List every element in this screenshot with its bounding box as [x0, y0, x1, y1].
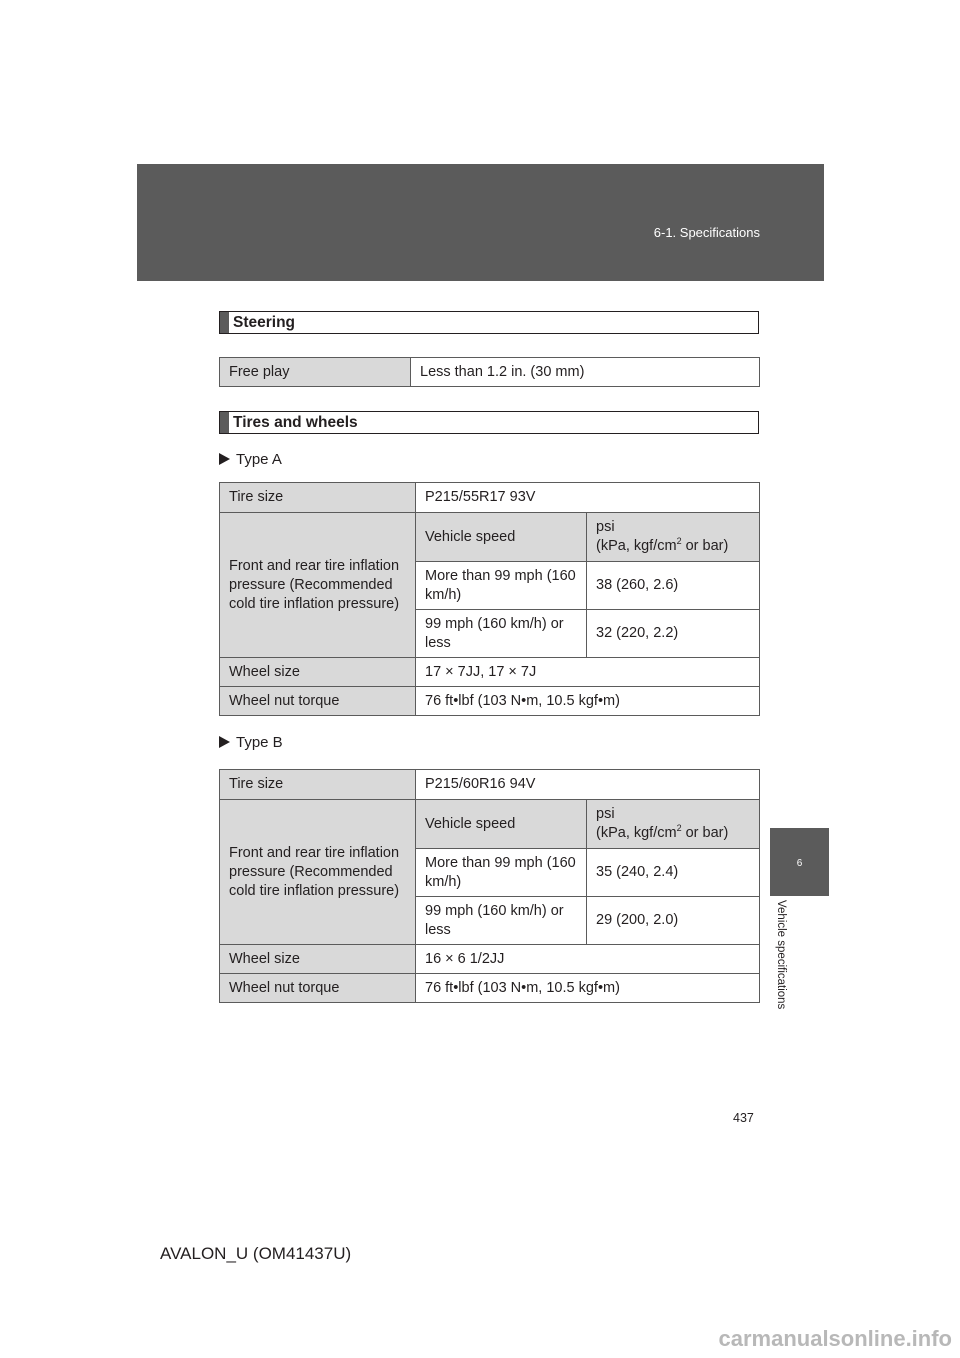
type-a-table [219, 482, 760, 716]
pressure-header-psi: psi [596, 806, 615, 822]
pressure-low: 32 (220, 2.2) [587, 610, 760, 658]
speed-low: 99 mph (160 km/h) or less [416, 897, 587, 945]
table-row [220, 513, 760, 562]
pressure-header-post: or bar) [681, 825, 729, 841]
pressure-header-sup: 2 [676, 823, 682, 834]
pressure-high: 35 (240, 2.4) [587, 849, 760, 897]
type-b-table [219, 769, 760, 1003]
chapter-tab [770, 828, 829, 896]
tire-size-value: P215/60R16 94V [416, 770, 760, 800]
wheel-nut-torque-value: 76 ft•lbf (103 N•m, 10.5 kgf•m) [416, 974, 760, 1003]
table-row [220, 483, 760, 513]
chapter-number: 6 [796, 858, 803, 869]
wheel-size-label: Wheel size [220, 945, 416, 974]
pressure-header-psi: psi [596, 519, 615, 535]
manual-code: AVALON_U (OM41437U) [160, 1244, 352, 1263]
tires-heading [219, 411, 759, 434]
steering-heading [219, 311, 759, 334]
table-row [220, 800, 760, 849]
pressure-header-unit: (kPa, kgf/cm [596, 538, 677, 554]
chapter-side-label-text: Vehicle specifications [775, 900, 787, 1010]
table-row [220, 358, 760, 387]
table-row [220, 770, 760, 800]
tire-size-value: P215/55R17 93V [416, 483, 760, 513]
triangle-arrow-icon [219, 736, 230, 748]
free-play-label: Free play [220, 358, 411, 387]
speed-low: 99 mph (160 km/h) or less [416, 610, 587, 658]
chapter-side-label [770, 900, 792, 1045]
tire-size-label: Tire size [220, 770, 416, 800]
type-a-label [219, 451, 282, 468]
wheel-nut-torque-label: Wheel nut torque [220, 974, 416, 1003]
tires-heading-text: Tires and wheels [233, 414, 358, 431]
steering-table [219, 357, 760, 387]
section-title: 6-1. Specifications [653, 225, 760, 240]
vehicle-speed-header: Vehicle speed [416, 513, 587, 562]
pressure-header [587, 513, 760, 562]
pressure-low: 29 (200, 2.0) [587, 897, 760, 945]
type-b-label [219, 734, 283, 751]
speed-high: More than 99 mph (160 km/h) [416, 849, 587, 897]
pressure-header-post: or bar) [681, 538, 729, 554]
table-row [220, 687, 760, 716]
table-row [220, 974, 760, 1003]
heading-marker [220, 412, 229, 433]
page-number: 437 [733, 1111, 754, 1125]
pressure-high: 38 (260, 2.6) [587, 562, 760, 610]
pressure-header-sup: 2 [676, 536, 682, 547]
pressure-header [587, 800, 760, 849]
inflation-pressure-label: Front and rear tire inflation pressure (Recommended cold tire inflation pressure) [220, 513, 416, 658]
table-row [220, 945, 760, 974]
heading-marker [220, 312, 229, 333]
wheel-nut-torque-value: 76 ft•lbf (103 N•m, 10.5 kgf•m) [416, 687, 760, 716]
tire-size-label: Tire size [220, 483, 416, 513]
vehicle-speed-header: Vehicle speed [416, 800, 587, 849]
pressure-header-unit: (kPa, kgf/cm [596, 825, 677, 841]
type-a-text: Type A [236, 451, 282, 468]
steering-heading-text: Steering [233, 314, 296, 331]
watermark: carmanualsonline.info [718, 1326, 952, 1351]
inflation-pressure-label: Front and rear tire inflation pressure (Recommended cold tire inflation pressure) [220, 800, 416, 945]
wheel-size-label: Wheel size [220, 658, 416, 687]
type-b-text: Type B [236, 734, 283, 751]
wheel-nut-torque-label: Wheel nut torque [220, 687, 416, 716]
triangle-arrow-icon [219, 453, 230, 465]
wheel-size-value: 16 × 6 1/2JJ [416, 945, 760, 974]
wheel-size-value: 17 × 7JJ, 17 × 7J [416, 658, 760, 687]
free-play-value: Less than 1.2 in. (30 mm) [411, 358, 760, 387]
table-row [220, 658, 760, 687]
speed-high: More than 99 mph (160 km/h) [416, 562, 587, 610]
chapter-header-band [137, 164, 824, 281]
